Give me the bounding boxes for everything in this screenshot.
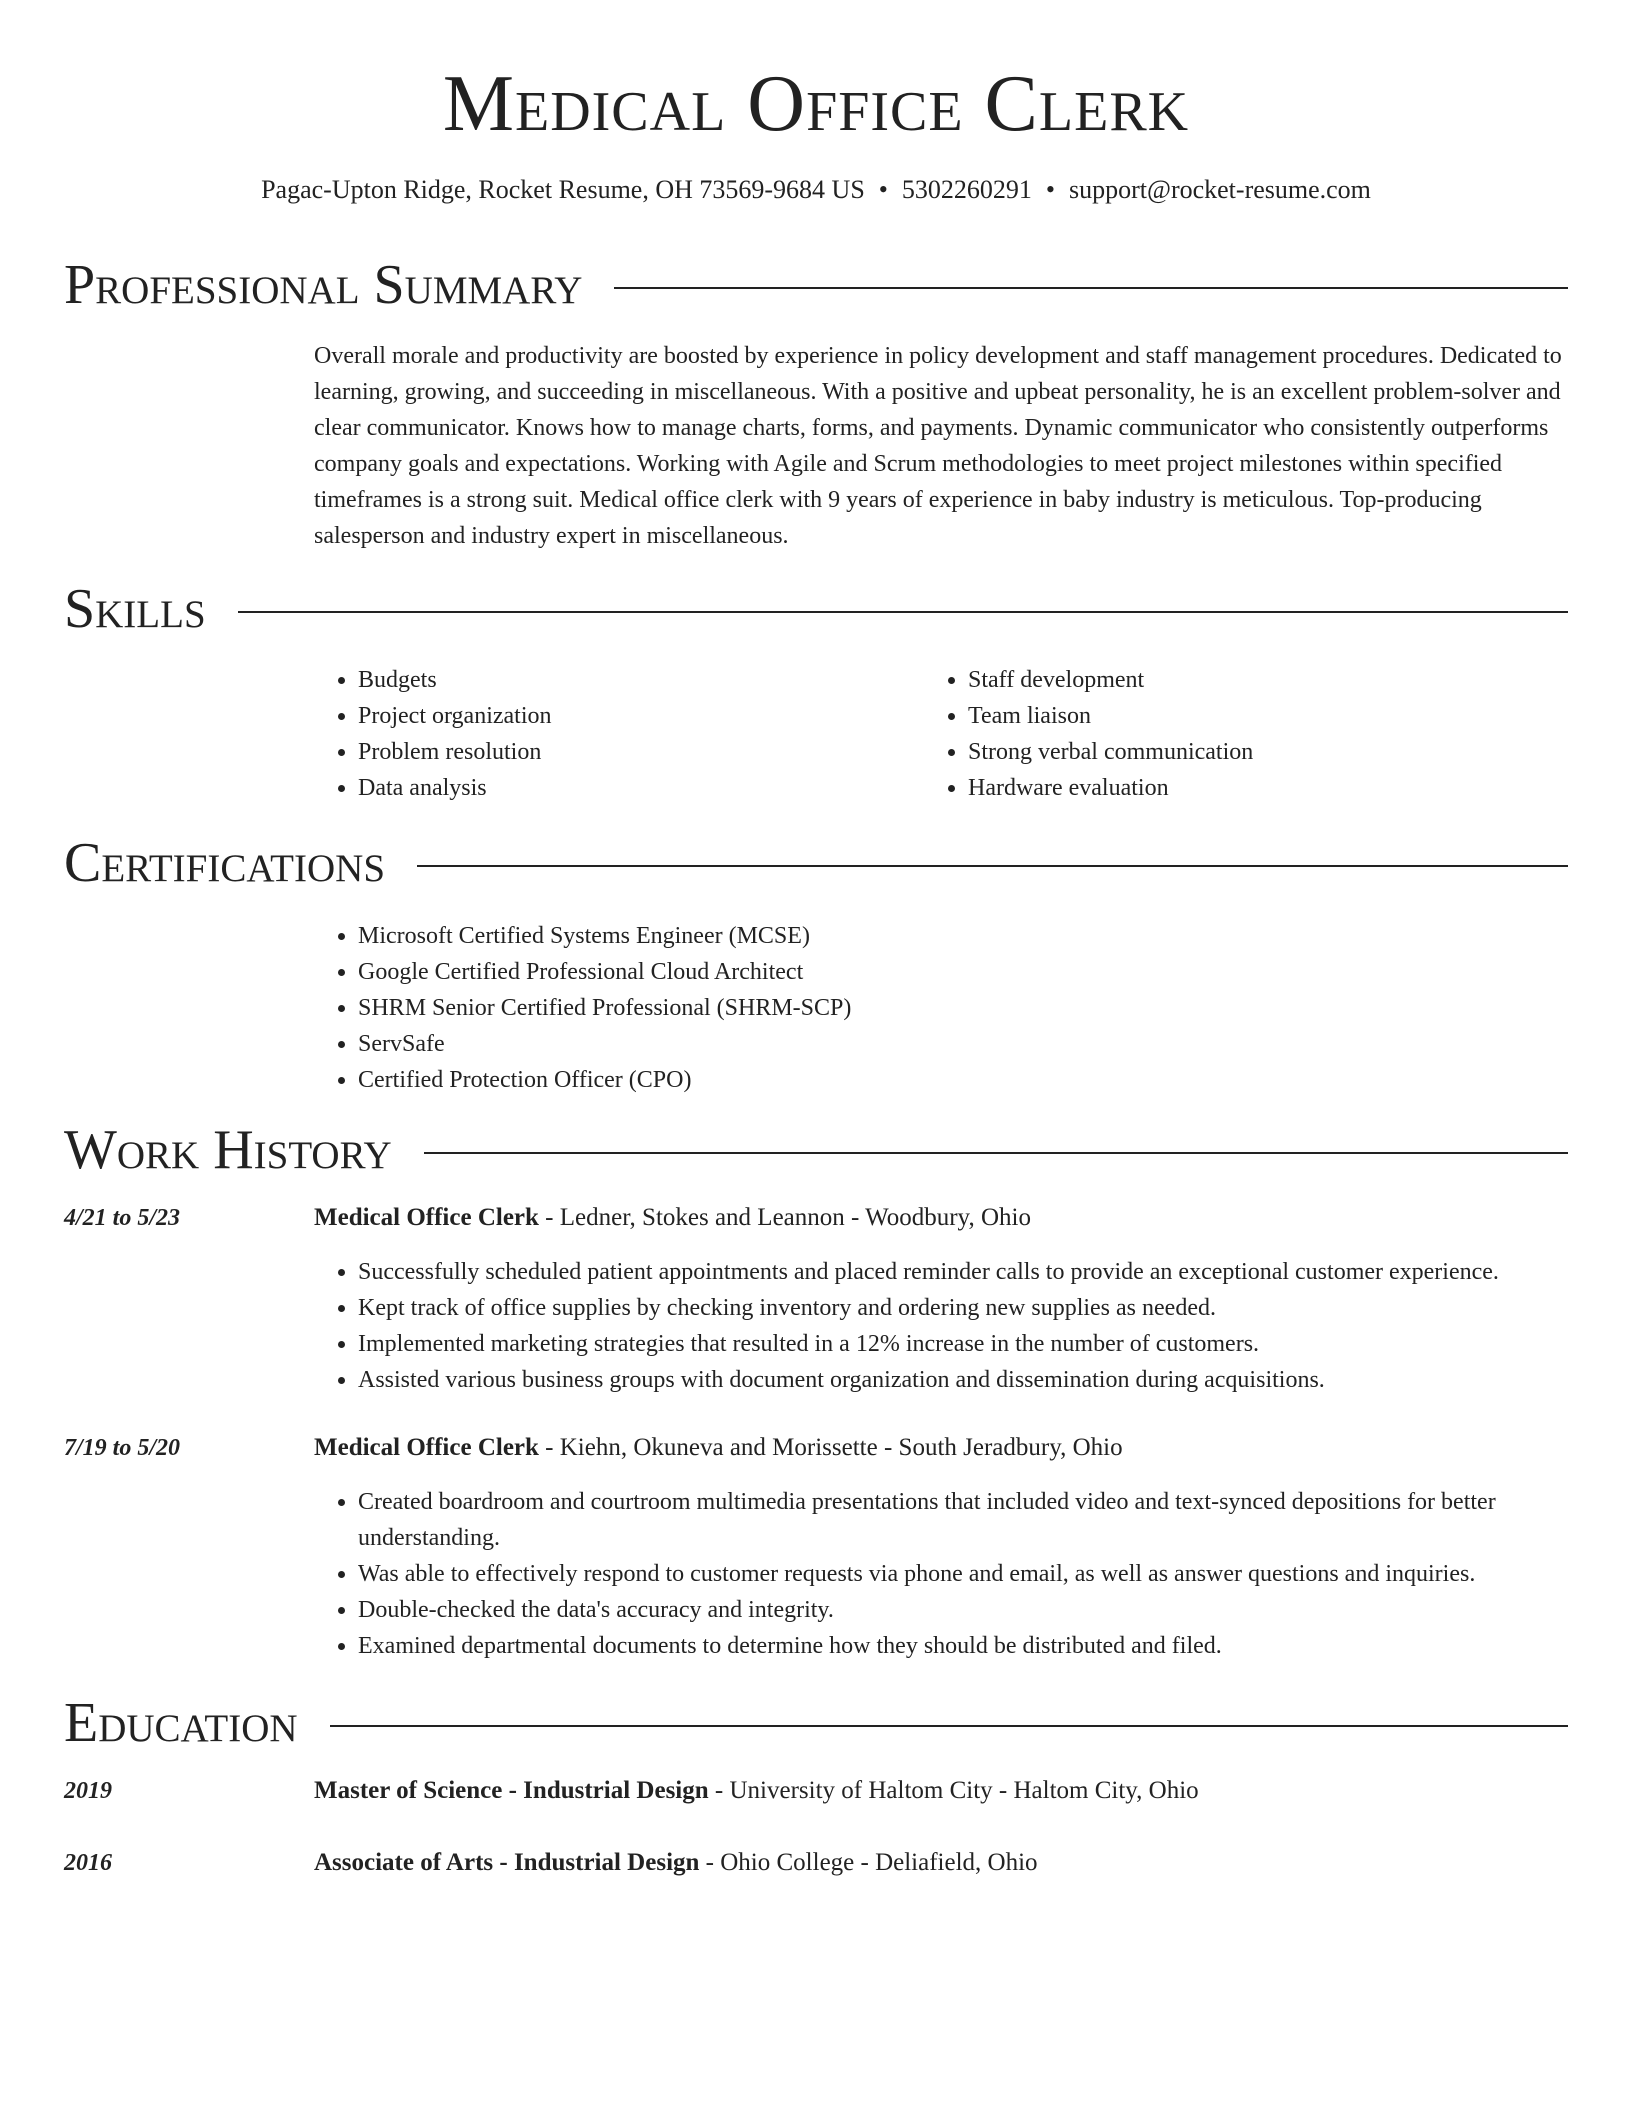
skill-item: • Data analysis [358,770,552,806]
certification-item: • Microsoft Certified Systems Engineer (MCSE) [358,918,851,954]
section-divider [330,1725,1568,1727]
duty-item: • Examined departmental documents to determine how they should be distributed and filed. [358,1628,1576,1664]
contact-phone: 5302260291 [901,175,1032,204]
education-year: 2019 [64,1778,112,1804]
skill-item: • Strong verbal communication [968,734,1253,770]
summary-section-title: Professional Summary [64,254,583,316]
certification-item: • Google Certified Professional Cloud Architect [358,954,851,990]
contact-line [0,174,1632,206]
certification-item: • Certified Protection Officer (CPO) [358,1062,851,1098]
education-degree-line [314,1773,1199,1809]
section-divider [238,611,1568,613]
work-section-header [64,1115,1568,1185]
job-title-line [314,1430,1123,1466]
education-year: 2016 [64,1850,112,1876]
skill-item: • Project organization [358,698,552,734]
education-section-header [64,1688,1568,1758]
job-title: Medical Office Clerk [314,1434,539,1461]
duty-item: • Implemented marketing strategies that resulted in a 12% increase in the number of customers. [358,1326,1576,1362]
contact-separator: • [1045,175,1055,204]
skill-item: • Staff development [968,662,1253,698]
work-section-title: Work History [64,1119,392,1181]
skills-list [314,662,552,806]
education-section-title: Education [64,1692,298,1754]
skills-section-title: Skills [64,578,206,640]
job-dates: 4/21 to 5/23 [64,1205,181,1231]
duty-item: • Double-checked the data's accuracy and integrity. [358,1592,1576,1628]
contact-address: Pagac-Upton Ridge, Rocket Resume, OH 73569-9684 US [261,175,865,204]
skills-section-header [64,574,1568,644]
job-title-line [314,1200,1031,1236]
skill-item: • Hardware evaluation [968,770,1253,806]
certifications-section-title: Certifications [64,832,386,894]
duty-item: • Successfully scheduled patient appointments and placed reminder calls to provide an exceptional customer experience. [358,1254,1576,1290]
certifications-section-header [64,828,1568,898]
contact-separator: • [878,175,888,204]
education-degree-line [314,1845,1038,1881]
job-dates: 7/19 to 5/20 [64,1435,181,1461]
education-degree: Associate of Arts - Industrial Design [314,1849,700,1876]
contact-email: support@rocket-resume.com [1069,175,1371,204]
job-details: - Kiehn, Okuneva and Morissette - South Jeradbury, Ohio [538,1434,1123,1461]
duty-item: • Kept track of office supplies by checking inventory and ordering new supplies as needed. [358,1290,1576,1326]
job-title: Medical Office Clerk [314,1204,539,1231]
job-duties [314,1484,1576,1664]
duty-item: • Assisted various business groups with document organization and dissemination during acquisitions. [358,1362,1576,1398]
certification-item: • ServSafe [358,1026,851,1062]
skill-item: • Budgets [358,662,552,698]
education-details: - Ohio College - Deliafield, Ohio [699,1849,1038,1876]
section-divider [424,1152,1568,1154]
certification-item: • SHRM Senior Certified Professional (SHRM-SCP) [358,990,851,1026]
certifications-block [314,918,851,1098]
skill-item: • Problem resolution [358,734,552,770]
duties-list [314,1254,1576,1398]
education-details: - University of Haltom City - Haltom City, Ohio [708,1777,1199,1804]
job-duties [314,1254,1576,1398]
skills-list [924,662,1253,806]
section-divider [417,865,1568,867]
skills-column-left [314,662,552,806]
duty-item: • Created boardroom and courtroom multimedia presentations that included video and text-synced depositions for better understanding. [358,1484,1576,1556]
certifications-list [314,918,851,1098]
summary-section-header [64,250,1568,320]
job-details: - Ledner, Stokes and Leannon - Woodbury, Ohio [538,1204,1031,1231]
skill-item: • Team liaison [968,698,1253,734]
summary-text: Overall morale and productivity are boosted by experience in policy development and staff management procedures. Dedicated to learning, growing, and succeeding in miscellaneous. With a positive and upbeat personality, he is an excellent problem-solver and clear communicator. Knows how to manage charts, forms, and payments. Dynamic communicator who consistently outperforms company goals and expectations. Working with Agile and Scrum methodologies to meet project milestones within specified timeframes is a strong suit. Medical office clerk with 9 years of experience in baby industry is meticulous. Top-producing salesperson and industry expert in miscellaneous. [314,343,1562,549]
section-divider [614,287,1568,289]
education-degree: Master of Science - Industrial Design [314,1777,709,1804]
skills-column-right [924,662,1253,806]
duty-item: • Was able to effectively respond to customer requests via phone and email, as well as answer questions and inquiries. [358,1556,1576,1592]
duties-list [314,1484,1576,1664]
resume-name: Medical Office Clerk [442,60,1190,148]
